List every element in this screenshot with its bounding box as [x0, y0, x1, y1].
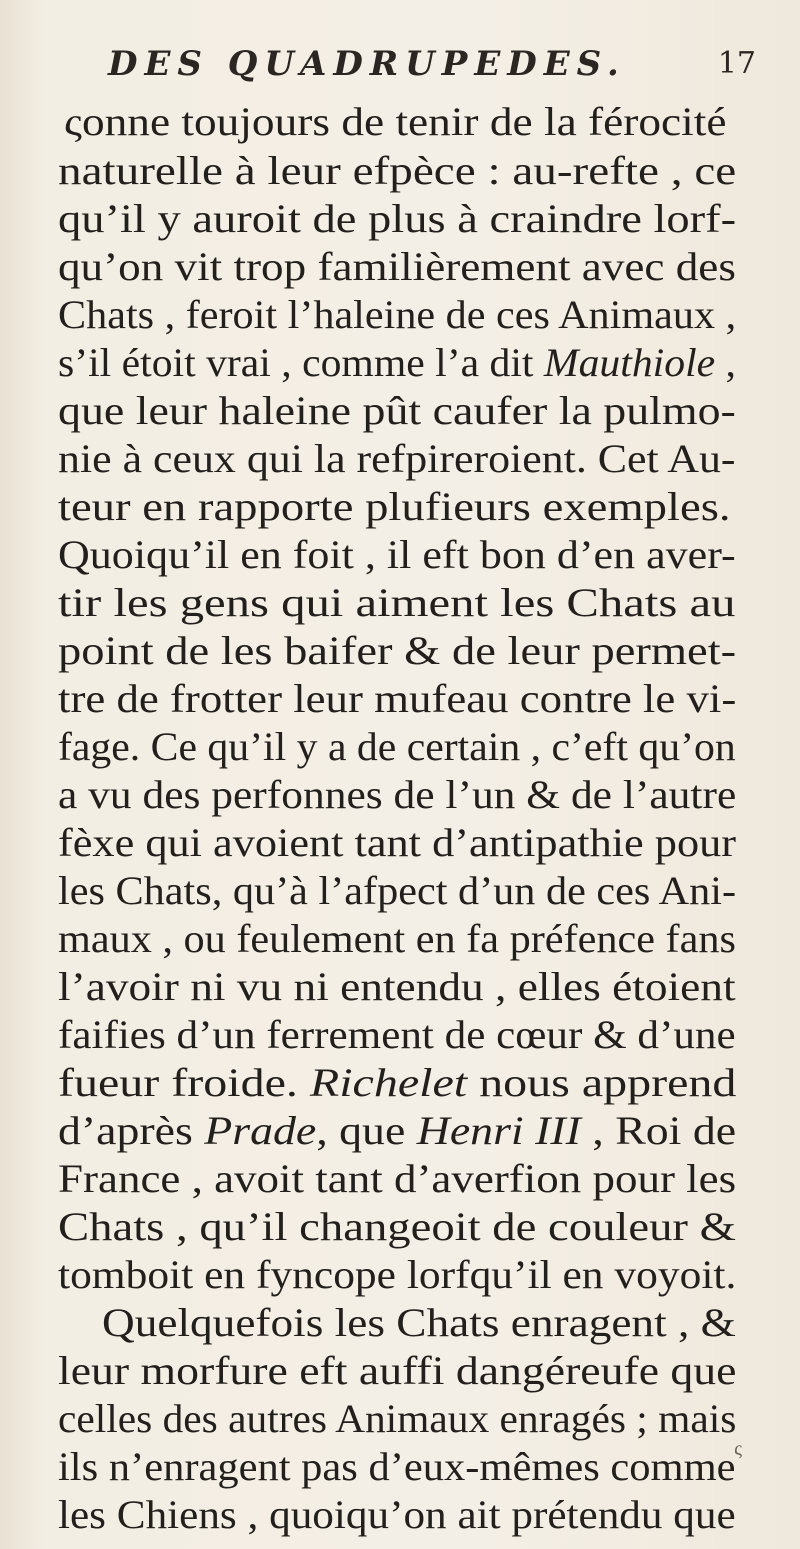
- text-run: tre de frotter leur mufeau contre le vi-: [58, 676, 737, 721]
- text-run: celles des autres Animaux enragés ; mais: [58, 1396, 737, 1441]
- text-line: [58, 481, 731, 533]
- page-header: [96, 44, 756, 92]
- text-run: naturelle à leur efpèce : au-refte , ce: [58, 148, 737, 193]
- italic-name: Henri III: [416, 1108, 581, 1153]
- text-line: [58, 337, 736, 389]
- text-line: [58, 865, 736, 917]
- text-line: [58, 817, 736, 869]
- text-run: Chats , qu’il changeoit de couleur &: [58, 1204, 736, 1249]
- text-line: [58, 385, 736, 437]
- running-head: DES QUADRUPEDES.: [108, 44, 626, 84]
- text-run: ,: [715, 340, 736, 385]
- text-run: , Roi de: [580, 1108, 737, 1153]
- text-run: que leur haleine pût caufer la pulmo-: [58, 388, 736, 433]
- text-run: l’avoir ni vu ni entendu , elles étoient: [58, 964, 736, 1009]
- text-run: point de les baifer & de leur permet-: [58, 628, 737, 673]
- text-line: [58, 1009, 736, 1061]
- text-run: d’après: [58, 1108, 205, 1153]
- text-run: Quelquefois les Chats enragent , &: [102, 1300, 736, 1345]
- text-run: maux , ou feulement en fa préfence fans: [58, 916, 736, 961]
- text-line: [58, 913, 736, 965]
- text-line: [58, 289, 736, 341]
- text-line: [58, 625, 736, 677]
- text-run: fèxe qui avoient tant d’antipathie pour: [58, 820, 737, 865]
- text-line: [58, 433, 736, 485]
- text-run: a vu des perfonnes de l’un & de l’autre: [58, 772, 737, 817]
- text-run: qu’on vit trop familièrement avec des: [58, 244, 736, 289]
- page-number: 17: [717, 46, 756, 81]
- text-run: ςonne toujours de tenir de la férocité: [64, 99, 727, 144]
- text-run: s’il étoit vrai , comme l’a dit: [58, 340, 544, 385]
- text-line: [58, 1393, 736, 1445]
- text-line: [64, 96, 726, 148]
- text-line: [58, 1249, 736, 1301]
- text-run: Quoiqu’il en foit , il eft bon d’en aver-: [58, 532, 736, 577]
- text-run: qu’il y auroit de plus à craindre lorf-: [58, 196, 737, 241]
- text-line: [58, 1345, 736, 1397]
- text-run: nous apprend: [467, 1060, 737, 1105]
- text-run: nie à ceux qui la refpireroient. Cet Au-: [58, 436, 736, 481]
- text-run: Chats , feroit l’haleine de ces Animaux ,: [58, 292, 737, 337]
- text-line: [58, 1105, 736, 1157]
- text-run: , que: [316, 1108, 417, 1153]
- text-line: [58, 1441, 736, 1493]
- text-line: [58, 577, 735, 629]
- text-run: France , avoit tant d’averfion pour les: [58, 1156, 737, 1201]
- italic-name: Mauthiole: [543, 340, 716, 385]
- text-line: [58, 145, 736, 197]
- text-line: [58, 1057, 736, 1109]
- text-run: faifies d’un ferrement de cœur & d’une: [58, 1012, 736, 1057]
- text-run: teur en rapporte plufieurs exemples.: [58, 484, 731, 529]
- text-line: [58, 961, 736, 1013]
- signature-mark: ς: [734, 1438, 742, 1460]
- text-line: [58, 241, 736, 293]
- text-run: fage. Ce qu’il y a de certain , c’eft qu’on: [58, 724, 736, 769]
- text-line: [102, 1297, 736, 1349]
- italic-name: Richelet: [309, 1060, 468, 1105]
- text-line: [58, 769, 736, 821]
- text-run: tir les gens qui aiment les Chats au: [58, 580, 736, 625]
- text-line: [58, 721, 736, 773]
- text-run: ils n’enragent pas d’eux-mêmes comme: [58, 1444, 736, 1489]
- text-line: [58, 1201, 736, 1253]
- text-line: [58, 529, 736, 581]
- text-run: leur morfure eft auffi dangéreufe que: [58, 1348, 737, 1393]
- text-line: [58, 1489, 736, 1541]
- text-run: tomboit en fyncope lorfqu’il en voyoit.: [58, 1252, 737, 1297]
- text-line: [58, 1153, 736, 1205]
- text-line: [58, 193, 736, 245]
- text-line: [58, 673, 736, 725]
- text-run: les Chats, qu’à l’afpect d’un de ces Ani-: [58, 868, 737, 913]
- italic-name: Prade: [204, 1108, 317, 1153]
- text-run: les Chiens , quoiqu’on ait prétendu que: [58, 1492, 736, 1537]
- text-run: fueur froide.: [58, 1060, 310, 1105]
